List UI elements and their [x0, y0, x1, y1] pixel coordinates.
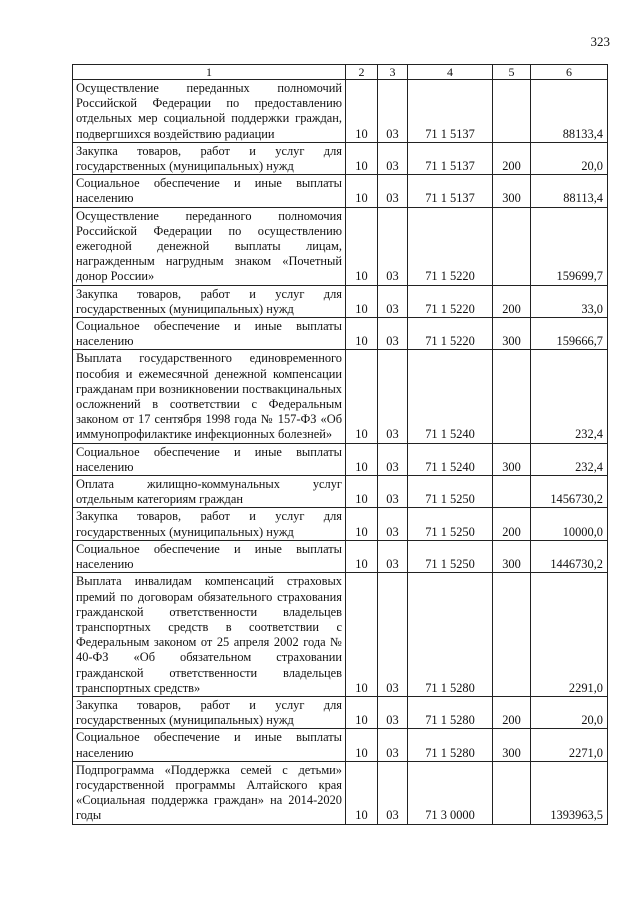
row-expense-type: 300	[493, 318, 531, 350]
row-target-article: 71 1 5280	[408, 573, 493, 697]
row-amount: 2291,0	[531, 573, 608, 697]
row-amount: 1456730,2	[531, 476, 608, 508]
row-amount: 159699,7	[531, 207, 608, 285]
row-amount: 20,0	[531, 696, 608, 728]
row-description: Подпрограмма «Поддержка семей с детьми» государственной программы Алтайского края «Социальная поддержка граждан» на 2014-2020 годы	[73, 761, 346, 824]
row-subsection: 03	[378, 729, 408, 761]
table-row	[73, 761, 608, 824]
row-description: Оплата жилищно-коммунальных услуг отдельным категориям граждан	[73, 476, 346, 508]
row-expense-type: 200	[493, 142, 531, 174]
row-description: Социальное обеспечение и иные выплаты населению	[73, 318, 346, 350]
row-subsection: 03	[378, 508, 408, 540]
row-target-article: 71 1 5137	[408, 142, 493, 174]
header-col-5: 5	[493, 65, 531, 80]
row-target-article: 71 1 5280	[408, 729, 493, 761]
row-target-article: 71 3 0000	[408, 761, 493, 824]
row-description: Закупка товаров, работ и услуг для государственных (муниципальных) нужд	[73, 508, 346, 540]
row-target-article: 71 1 5220	[408, 285, 493, 317]
table-row	[73, 142, 608, 174]
row-description: Осуществление переданных полномочий Российской Федерации по предоставлению отдельных мер социальной поддержки граждан, подвергшихся воздействию радиации	[73, 80, 346, 143]
table-row	[73, 508, 608, 540]
row-description: Выплата инвалидам компенсаций страховых премий по договорам обязательного страхования гражданской ответственности владельцев транспортных средств в соответствии с Федеральным законом от 25 апреля 2002 года № 40-ФЗ «Об обязательном страховании гражданской ответственности владельцев транспортных средств»	[73, 573, 346, 697]
row-section: 10	[346, 80, 378, 143]
row-description: Осуществление переданного полномочия Российской Федерации по осуществлению ежегодной денежной выплаты лицам, награжденным нагрудным знаком «Почетный донор России»	[73, 207, 346, 285]
row-section: 10	[346, 761, 378, 824]
header-col-6: 6	[531, 65, 608, 80]
header-col-1: 1	[73, 65, 346, 80]
table-row	[73, 318, 608, 350]
row-amount: 2271,0	[531, 729, 608, 761]
row-amount: 1393963,5	[531, 761, 608, 824]
row-target-article: 71 1 5137	[408, 80, 493, 143]
row-subsection: 03	[378, 175, 408, 207]
row-subsection: 03	[378, 761, 408, 824]
row-amount: 232,4	[531, 350, 608, 443]
table-row	[73, 696, 608, 728]
row-subsection: 03	[378, 573, 408, 697]
row-description: Закупка товаров, работ и услуг для государственных (муниципальных) нужд	[73, 696, 346, 728]
row-expense-type: 300	[493, 729, 531, 761]
row-expense-type: 300	[493, 540, 531, 572]
row-section: 10	[346, 207, 378, 285]
row-subsection: 03	[378, 80, 408, 143]
row-expense-type: 300	[493, 443, 531, 475]
row-target-article: 71 1 5220	[408, 318, 493, 350]
row-section: 10	[346, 476, 378, 508]
table-row	[73, 540, 608, 572]
row-target-article: 71 1 5280	[408, 696, 493, 728]
row-section: 10	[346, 443, 378, 475]
row-section: 10	[346, 540, 378, 572]
row-amount: 10000,0	[531, 508, 608, 540]
row-target-article: 71 1 5250	[408, 476, 493, 508]
row-section: 10	[346, 573, 378, 697]
budget-table	[72, 64, 608, 825]
table-row	[73, 285, 608, 317]
row-expense-type	[493, 80, 531, 143]
row-expense-type: 200	[493, 508, 531, 540]
row-expense-type	[493, 761, 531, 824]
row-section: 10	[346, 696, 378, 728]
row-amount: 33,0	[531, 285, 608, 317]
row-target-article: 71 1 5220	[408, 207, 493, 285]
row-amount: 1446730,2	[531, 540, 608, 572]
row-expense-type	[493, 573, 531, 697]
row-amount: 159666,7	[531, 318, 608, 350]
table-row	[73, 729, 608, 761]
row-expense-type	[493, 207, 531, 285]
row-target-article: 71 1 5240	[408, 443, 493, 475]
row-target-article: 71 1 5250	[408, 540, 493, 572]
table-row	[73, 350, 608, 443]
row-section: 10	[346, 350, 378, 443]
row-expense-type: 200	[493, 285, 531, 317]
row-expense-type: 300	[493, 175, 531, 207]
row-amount: 232,4	[531, 443, 608, 475]
row-amount: 88113,4	[531, 175, 608, 207]
row-subsection: 03	[378, 285, 408, 317]
row-target-article: 71 1 5240	[408, 350, 493, 443]
row-description: Выплата государственного единовременного пособия и ежемесячной денежной компенсации гражданам при возникновении поствакцинальных осложнений в соответствии с Федеральным законом от 17 сентября 1998 года № 157-ФЗ «Об иммунопрофилактике инфекционных болезней»	[73, 350, 346, 443]
row-description: Социальное обеспечение и иные выплаты населению	[73, 729, 346, 761]
row-section: 10	[346, 729, 378, 761]
row-amount: 20,0	[531, 142, 608, 174]
row-section: 10	[346, 508, 378, 540]
row-expense-type: 200	[493, 696, 531, 728]
row-subsection: 03	[378, 476, 408, 508]
header-col-2: 2	[346, 65, 378, 80]
row-section: 10	[346, 142, 378, 174]
header-col-4: 4	[408, 65, 493, 80]
row-description: Социальное обеспечение и иные выплаты населению	[73, 540, 346, 572]
row-target-article: 71 1 5137	[408, 175, 493, 207]
row-description: Закупка товаров, работ и услуг для государственных (муниципальных) нужд	[73, 285, 346, 317]
page-number: 323	[590, 34, 610, 49]
row-subsection: 03	[378, 318, 408, 350]
table-row	[73, 175, 608, 207]
row-section: 10	[346, 285, 378, 317]
row-subsection: 03	[378, 696, 408, 728]
row-expense-type	[493, 476, 531, 508]
row-target-article: 71 1 5250	[408, 508, 493, 540]
table-row	[73, 207, 608, 285]
row-section: 10	[346, 318, 378, 350]
row-description: Закупка товаров, работ и услуг для государственных (муниципальных) нужд	[73, 142, 346, 174]
row-subsection: 03	[378, 142, 408, 174]
row-description: Социальное обеспечение и иные выплаты населению	[73, 443, 346, 475]
row-expense-type	[493, 350, 531, 443]
table-row	[73, 476, 608, 508]
row-description: Социальное обеспечение и иные выплаты населению	[73, 175, 346, 207]
row-section: 10	[346, 175, 378, 207]
row-subsection: 03	[378, 540, 408, 572]
row-subsection: 03	[378, 443, 408, 475]
table-row	[73, 443, 608, 475]
table-row	[73, 573, 608, 697]
table-row	[73, 80, 608, 143]
header-col-3: 3	[378, 65, 408, 80]
row-subsection: 03	[378, 350, 408, 443]
header-row	[73, 65, 608, 80]
row-subsection: 03	[378, 207, 408, 285]
row-amount: 88133,4	[531, 80, 608, 143]
